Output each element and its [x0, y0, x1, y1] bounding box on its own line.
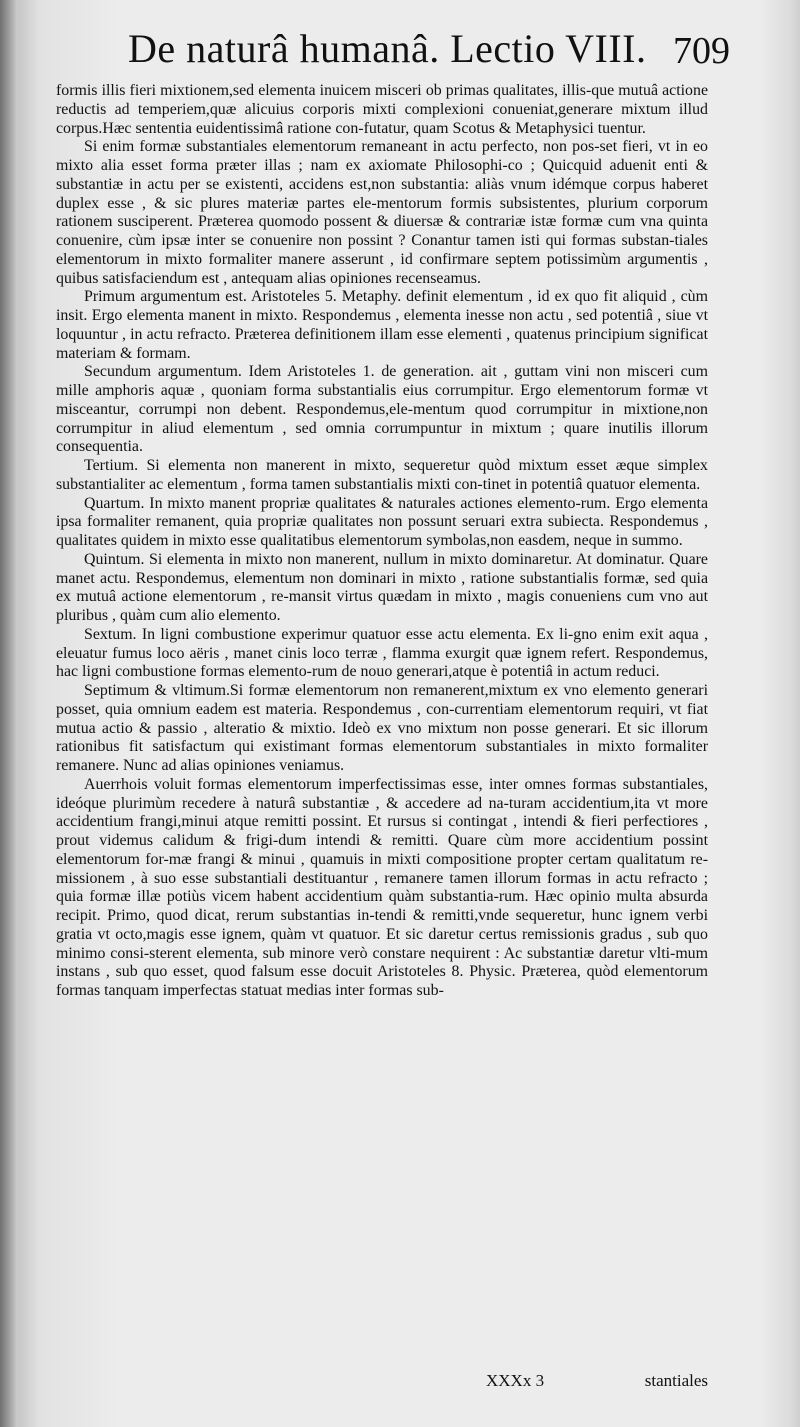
- paragraph: Primum argumentum est. Aristoteles 5. Metaphy. definit elementum , id ex quo fit aliquid , cùm insit. Ergo elementa manent in mixto. Respondemus , elementa inesse non actu , sed potentiâ , siue vt loquuntur , in actu refracto. Præterea definitionem illam esse elementi , quatenus principium significat materiam & formam.: [56, 288, 708, 362]
- paragraph: Sextum. In ligni combustione experimur quatuor esse actu elementa. Ex li-gno enim exit aqua , eleuatur fumus loco aëris , manet cinis loco terræ , flamma exurgit quæ ignem refert. Respondemus, hac ligni combustione formas elemento-rum de nouo generari,atque è potentiâ in actum reduci.: [56, 625, 708, 681]
- page-spine-shadow: [0, 0, 18, 1427]
- paragraph: formis illis fieri mixtionem,sed elementa inuicem misceri ob primas qualitates, illis-que mutuâ actione reductis ad temperiem,quæ alicuius corporis mixti complexioni conueniat,generare mixtum illud corpus.Hæc sententia euidentissimâ ratione con-futatur, quam Scotus & Metaphysici tuentur.: [56, 82, 708, 137]
- paragraph: Auerrhois voluit formas elementorum imperfectissimas esse, inter omnes formas substantiales, ideóque plurimùm recedere à naturâ substantiæ , & accedere ad na-turam accidentium,ita vt more accidentium frangi,minui atque remitti possint. Et rursus si contingat , intendi & fieri perfectiores , prout videmus calidum & frigi-dum intendi & remitti. Quare cùm more accidentium possint elementorum for-mæ frangi & minui , quamuis in mixti compositione propter certam qualitatum re-missionem , à suo esse substantiali destituantur , remanere tamen illorum formas in actu refracto ; quia formæ illæ potiùs vicem habent accidentium quàm substantia-rum. Hæc opinio multa absurda recipit. Primo, quod dicat, rerum substantias in-tendi & remitti,vnde sequeretur, hunc ignem verbi gratia vt octo,magis esse ignem, quàm vt quatuor. Et sic daretur certus remissionis gradus , sub quo minimo consi-sterent elementa, sub minore verò constare nequirent : Ac substantiæ daretur vlti-mum instans , sub quo esset, quod falsum esse docuit Aristoteles 8. Physic. Præterea, quòd elementorum formas tanquam imperfectas statuat medias inter formas sub-: [56, 775, 708, 999]
- paragraph: Quartum. In mixto manent propriæ qualitates & naturales actiones elemento-rum. Ergo elementa ipsa formaliter remanent, quia propriæ qualitates non possunt seruari extra subiecta. Respondemus , qualitates quidem in mixto esse qualitatibus elementorum symbolas,non easdem, neque in summo.: [56, 494, 708, 549]
- paragraph: Quintum. Si elementa in mixto non manerent, nullum in mixto dominaretur. At dominatur. Quare manet actu. Respondemus, elementum non dominari in mixto , ratione substantialis formæ, sed quia ex mutuâ actione elementorum , re-mansit virtus quædam in mixto , magis conueniens cum vno aut pluribus , quàm cum alio elemento.: [56, 550, 708, 624]
- paragraph: Secundum argumentum. Idem Aristoteles 1. de generation. ait , guttam vini non misceri cum mille amphoris aquæ , quoniam forma substantialis eius corrumpitur. Ergo elementorum formæ vt misceantur, corrumpi non debent. Respondemus,ele-mentum quod corrumpitur in mixtione,non corrumpitur in aliud elementum , sed omnia corrumpuntur in mixtum ; quare inutilis illorum consequentia.: [56, 363, 708, 456]
- page-footer: [56, 1369, 708, 1393]
- text-body: [56, 82, 708, 1001]
- paragraph: Tertium. Si elementa non manerent in mixto, sequeretur quòd mixtum esset æque simplex substantialiter ac elementum , forma tamen substantialis mixti con-tinet in potentiâ quatuor elementa.: [56, 457, 708, 493]
- paragraph: Si enim formæ substantiales elementorum remaneant in actu perfecto, non pos-set fieri, vt in eo mixto alia esset forma præter illas ; nam ex axiomate Philosophi-co ; Quicquid aduenit enti & substantiæ in actu per se existenti, accidens est,non substantia: aliàs vnum idémque corpus haberet duplex esse , & sic plures materiæ partes ele-mentorum formis subsistentes, plurium corporum rationem susciperent. Præterea quomodo possent & diuersæ & contrariæ istæ formæ cum vna quinta conuenire, cùm ipsæ inter se conuenire non possint ? Conantur tamen isti qui formas substan-tiales elementorum in mixto formaliter manere asserunt , id confirmare septem potissimùm argumentis , quibus satisfaciendum est , antequam alias opiniones recenseamus.: [56, 138, 708, 287]
- page-number: 709: [673, 30, 730, 72]
- running-header: De naturâ humanâ. Lectio VIII.: [128, 26, 647, 71]
- catchword: stantiales: [644, 1371, 708, 1390]
- signature-mark: XXXx 3: [486, 1371, 545, 1390]
- paragraph: Septimum & vltimum.Si formæ elementorum non remanerent,mixtum ex vno elemento generari posset, quia omnium eadem est materia. Respondemus , con-currentiam elementorum requiri, vt fiat mutua actio & passio , alteratio & mixtio. Ideò ex vno mixtum non posse generari. Et sic illorum rationibus fit satisfactum qui existimant formas elementorum substantiales in mixto formaliter remanere. Nunc ad alias opiniones veniamus.: [56, 682, 708, 774]
